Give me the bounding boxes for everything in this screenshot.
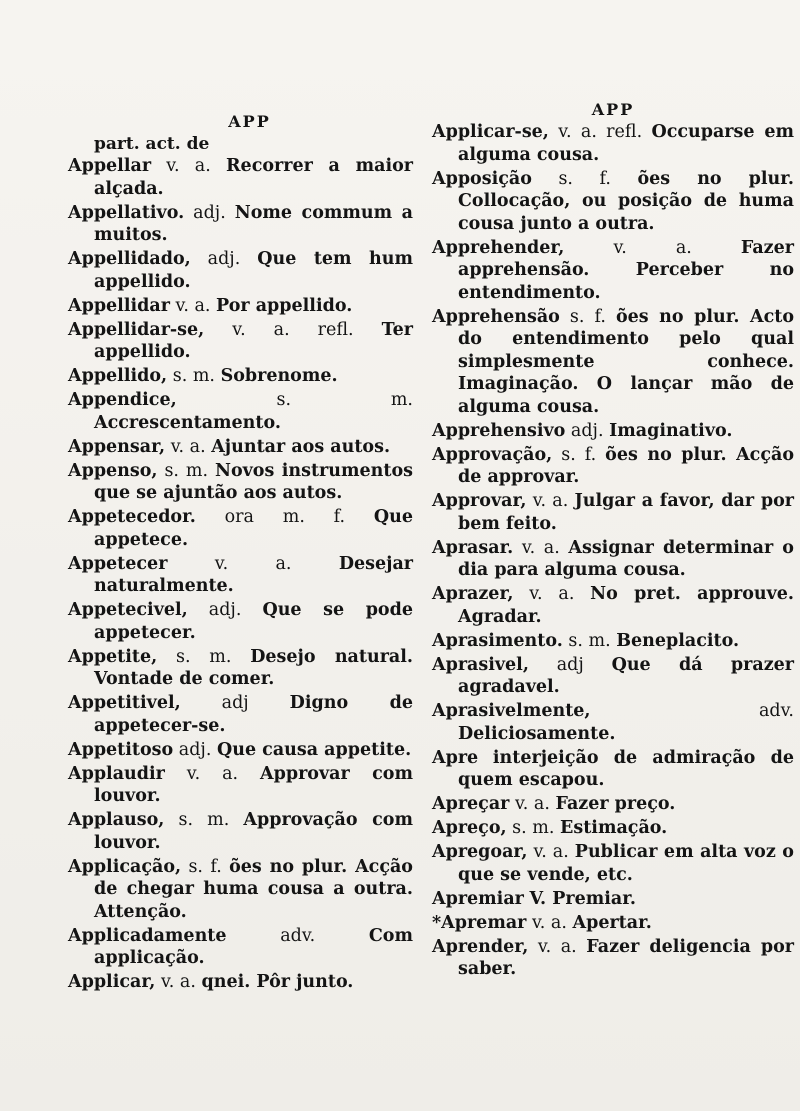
dictionary-entry bbox=[68, 856, 413, 924]
entry-part-of-speech: s. f. bbox=[188, 856, 222, 877]
entry-part-of-speech: v. a. bbox=[514, 794, 550, 814]
dictionary-entry bbox=[68, 646, 413, 691]
entry-headword: Appenso, bbox=[68, 460, 158, 481]
entry-definition: Fazer deligencia por saber. bbox=[458, 936, 794, 979]
dictionary-entry bbox=[68, 436, 413, 459]
entry-part-of-speech: adv. bbox=[758, 701, 794, 721]
entry-definition: Fazer preço. bbox=[555, 794, 676, 814]
entry-headword: Appendice, bbox=[68, 390, 177, 410]
entry-part-of-speech: s. f. bbox=[558, 168, 611, 189]
entry-definition: Approvar com louvor. bbox=[94, 763, 413, 806]
dictionary-entry bbox=[68, 202, 413, 247]
entry-definition: Assignar determinar o dia para alguma cousa. bbox=[458, 537, 794, 580]
entry-definition: Desejar naturalmente. bbox=[94, 553, 413, 596]
entry-part-of-speech: v. a. bbox=[529, 584, 575, 604]
entry-headword: Aprender, bbox=[432, 936, 529, 957]
continuation-line: part. act. de bbox=[94, 134, 210, 154]
right-running-header: APP bbox=[591, 100, 635, 119]
entry-part-of-speech: v. a. bbox=[531, 912, 567, 933]
dictionary-entry bbox=[432, 630, 794, 653]
entry-part-of-speech: s. m. bbox=[276, 390, 413, 410]
dictionary-entry bbox=[68, 506, 413, 551]
entry-headword: Approvar, bbox=[432, 491, 527, 511]
entry-definition: Accrescentamento. bbox=[94, 412, 281, 433]
entry-headword: Appensar, bbox=[68, 436, 166, 457]
entry-part-of-speech: v. a. bbox=[175, 295, 211, 316]
entry-headword: Appetitivel, bbox=[68, 693, 181, 713]
entry-headword: Apposição bbox=[432, 168, 532, 189]
dictionary-entry bbox=[68, 599, 413, 644]
entry-part-of-speech: v. a. bbox=[533, 842, 569, 862]
entry-part-of-speech: adv. bbox=[280, 925, 316, 946]
entry-part-of-speech: v. a. bbox=[166, 156, 211, 176]
entry-headword: Appetecedor. bbox=[68, 507, 196, 527]
entry-headword: Approvação, bbox=[432, 444, 553, 465]
entry-definition: Digno de appetecer-se. bbox=[94, 693, 413, 736]
dictionary-entry bbox=[432, 306, 794, 419]
dictionary-entry bbox=[68, 809, 413, 854]
entry-definition: ões no plur. Acto do entendimento pelo qual simplesmente conhece. Imaginação. O lançar mão de alguma cousa. bbox=[458, 306, 794, 417]
entry-definition: Com applicação. bbox=[94, 925, 413, 968]
entry-headword: Aprasar. bbox=[432, 537, 514, 558]
entry-definition: Desejo natural. Vontade de comer. bbox=[94, 646, 413, 689]
entry-part-of-speech: s. m. bbox=[172, 366, 215, 386]
entry-part-of-speech: ora m. f. bbox=[224, 507, 346, 527]
entry-definition: Beneplacito. bbox=[616, 630, 740, 651]
entry-headword: Apre bbox=[432, 747, 479, 768]
entry-definition: Que appetece. bbox=[94, 507, 413, 550]
dictionary-entry bbox=[432, 490, 794, 535]
entry-headword: Appellidar bbox=[68, 295, 170, 316]
entry-part-of-speech: v. a. bbox=[532, 491, 569, 511]
entry-part-of-speech: v. a. bbox=[214, 553, 292, 574]
entry-headword: Appellido, bbox=[68, 366, 168, 386]
dictionary-entry bbox=[432, 537, 794, 582]
entry-part-of-speech: v. a. bbox=[613, 237, 692, 258]
dictionary-entry bbox=[432, 936, 794, 981]
entry-definition: qnei. Pôr junto. bbox=[201, 972, 354, 992]
entry-part-of-speech: s. m. bbox=[164, 460, 209, 481]
dictionary-entry bbox=[432, 237, 794, 305]
entry-part-of-speech: s. m. bbox=[178, 810, 230, 830]
entry-definition: Approvação com louvor. bbox=[94, 810, 413, 853]
entry-part-of-speech: s. f. bbox=[561, 444, 597, 465]
entry-definition: Por appellido. bbox=[216, 295, 353, 316]
dictionary-entry bbox=[432, 817, 794, 840]
entry-headword: Appellativo. bbox=[68, 202, 185, 223]
left-running-header: APP bbox=[228, 112, 271, 131]
entry-part-of-speech: adj. bbox=[207, 249, 241, 269]
entry-definition: Imaginativo. bbox=[609, 420, 733, 441]
dictionary-entry bbox=[68, 692, 413, 737]
entry-definition: Publicar em alta voz o que se vende, etc. bbox=[458, 842, 794, 885]
dictionary-entry bbox=[432, 420, 794, 443]
dictionary-entry bbox=[68, 553, 413, 598]
entry-part-of-speech: s. m. bbox=[512, 818, 555, 838]
entry-part-of-speech: s. f. bbox=[569, 306, 606, 327]
entry-part-of-speech: adj bbox=[221, 693, 249, 713]
dictionary-entry bbox=[432, 654, 794, 699]
entry-part-of-speech: adj. bbox=[178, 739, 212, 760]
dictionary-entry bbox=[68, 460, 413, 505]
entry-definition: Apertar. bbox=[572, 912, 652, 933]
entry-headword: Appellar bbox=[68, 156, 152, 176]
entry-part-of-speech: s. m. bbox=[176, 646, 232, 667]
entry-headword: Apprehender, bbox=[432, 237, 565, 258]
entry-definition: Que se pode appetecer. bbox=[94, 600, 413, 643]
entry-part-of-speech: adj bbox=[556, 654, 584, 675]
entry-headword: Apreço, bbox=[432, 818, 507, 838]
left-column bbox=[68, 100, 413, 995]
entry-headword: Aprasivelmente, bbox=[432, 701, 591, 721]
dictionary-entry bbox=[432, 841, 794, 886]
entry-headword: Applauso, bbox=[68, 810, 165, 830]
dictionary-entry bbox=[68, 739, 413, 762]
entry-definition: Que dá prazer agradavel. bbox=[458, 654, 794, 697]
dictionary-entry bbox=[432, 700, 794, 745]
entry-definition: Estimação. bbox=[560, 818, 668, 838]
dictionary-entry bbox=[68, 248, 413, 293]
entry-definition: Que tem hum appellido. bbox=[94, 249, 413, 292]
entry-definition: Deliciosamente. bbox=[458, 723, 616, 744]
entry-part-of-speech: s. m. bbox=[568, 630, 611, 651]
dictionary-entry bbox=[432, 444, 794, 489]
entry-definition: Ter appellido. bbox=[94, 319, 413, 362]
right-column bbox=[432, 100, 794, 982]
entry-headword: Appellidado, bbox=[68, 249, 191, 269]
entry-part-of-speech: v. a. bbox=[186, 763, 239, 784]
dictionary-entry bbox=[68, 389, 413, 434]
entry-headword: Aprasimento. bbox=[432, 630, 563, 651]
dictionary-entry bbox=[68, 319, 413, 364]
entry-definition: interjeição de admiração de quem escapou. bbox=[458, 747, 794, 790]
entry-part-of-speech: adj. bbox=[208, 600, 242, 620]
entry-definition: V. Premiar. bbox=[529, 888, 636, 909]
dictionary-entry bbox=[432, 583, 794, 628]
dictionary-entry bbox=[68, 155, 413, 200]
dictionary-entry bbox=[68, 763, 413, 808]
dictionary-entry bbox=[68, 971, 413, 994]
entry-definition: Novos instrumentos que se ajuntão aos autos. bbox=[94, 460, 413, 503]
dictionary-entry bbox=[432, 888, 794, 911]
entry-headword: Appellidar-se, bbox=[68, 319, 205, 340]
entry-headword: Apreçar bbox=[432, 794, 510, 814]
entry-headword: Apregoar, bbox=[432, 842, 528, 862]
entry-definition: ões no plur. Acção de chegar huma cousa a outra. Attenção. bbox=[94, 856, 413, 922]
entry-definition: Fazer apprehensão. Perceber no entendimento. bbox=[458, 237, 794, 303]
left-entries bbox=[68, 155, 413, 994]
entry-definition: Sobrenome. bbox=[220, 366, 338, 386]
entry-part-of-speech: v. a. bbox=[170, 436, 206, 457]
dictionary-entry bbox=[432, 793, 794, 816]
entry-part-of-speech: v. a. bbox=[537, 936, 577, 957]
entry-headword: Applicar-se, bbox=[432, 122, 549, 142]
entry-headword: Applicação, bbox=[68, 856, 182, 877]
entry-definition: No pret. approuve. Agradar. bbox=[458, 584, 794, 627]
entry-definition: Nome commum a muitos. bbox=[94, 202, 413, 245]
entry-definition: Occuparse em alguma cousa. bbox=[458, 122, 794, 165]
entry-headword: Apprehensão bbox=[432, 306, 560, 327]
entry-headword: Appetecivel, bbox=[68, 600, 188, 620]
entry-headword: Apprehensivo bbox=[432, 420, 566, 441]
entry-headword: Aprazer, bbox=[432, 584, 514, 604]
entry-definition: Julgar a favor, dar por bem feito. bbox=[458, 491, 794, 534]
entry-headword: Applicadamente bbox=[68, 925, 227, 946]
entry-definition: Que causa appetite. bbox=[216, 739, 412, 760]
entry-headword: Appetitoso bbox=[68, 739, 174, 760]
entry-part-of-speech: v. a. refl. bbox=[232, 319, 354, 340]
entry-definition: Recorrer a maior alçada. bbox=[94, 156, 413, 199]
entry-definition: ões no plur. Acção de approvar. bbox=[458, 444, 794, 487]
entry-part-of-speech: v. a. bbox=[160, 972, 196, 992]
dictionary-entry bbox=[432, 747, 794, 792]
entry-headword: Applicar, bbox=[68, 972, 156, 992]
dictionary-entry bbox=[68, 925, 413, 970]
dictionary-entry bbox=[432, 168, 794, 236]
entry-headword: Apremiar bbox=[432, 888, 524, 909]
dictionary-entry bbox=[68, 365, 413, 388]
entry-part-of-speech: v. a. refl. bbox=[558, 122, 643, 142]
entry-headword: Appetecer bbox=[68, 553, 168, 574]
entry-part-of-speech: adj. bbox=[570, 420, 604, 441]
right-entries bbox=[432, 121, 794, 981]
dictionary-entry bbox=[68, 295, 413, 318]
entry-part-of-speech: adj. bbox=[193, 202, 226, 223]
dictionary-entry bbox=[432, 121, 794, 166]
entry-headword: Applaudir bbox=[68, 763, 165, 784]
entry-definition: ões no plur. Collocação, ou posição de huma cousa junto a outra. bbox=[458, 168, 794, 234]
entry-headword: Aprasivel, bbox=[432, 654, 529, 675]
entry-headword: Appetite, bbox=[68, 646, 158, 667]
entry-part-of-speech: v. a. bbox=[521, 537, 560, 558]
entry-definition: Ajuntar aos autos. bbox=[211, 436, 391, 457]
dictionary-entry bbox=[432, 912, 794, 935]
entry-headword: *Apremar bbox=[432, 912, 527, 933]
